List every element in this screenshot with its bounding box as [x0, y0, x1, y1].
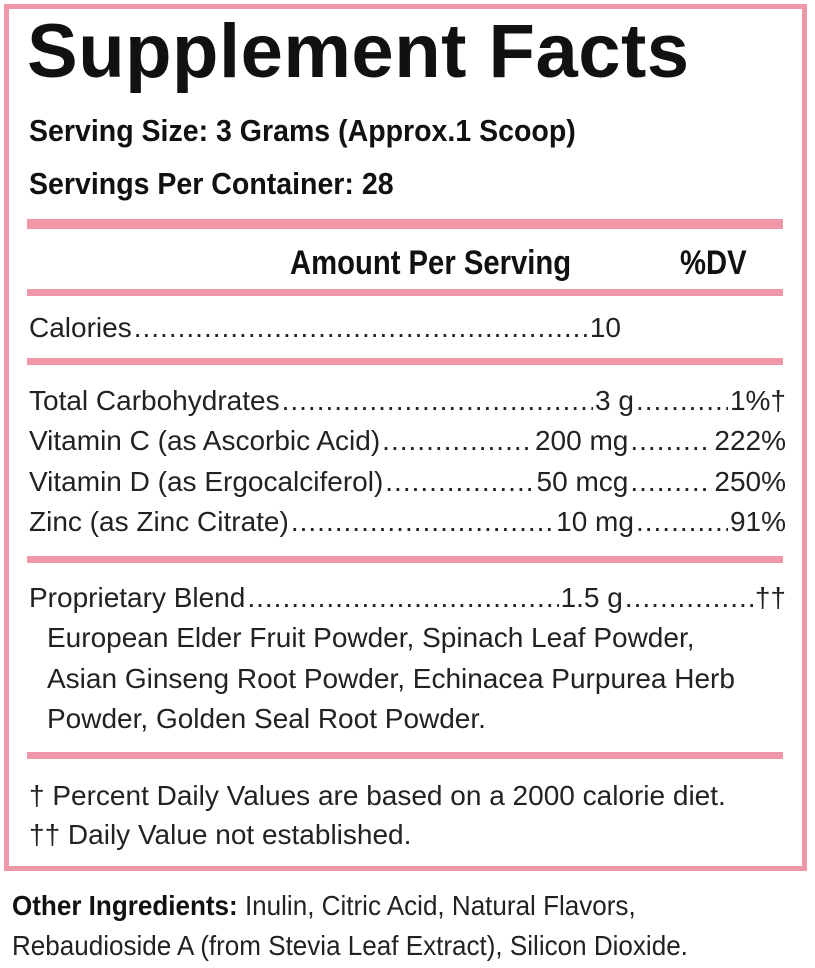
nutrient-row: [29, 385, 786, 419]
nutrient-amount: 50 mcg: [536, 466, 629, 497]
label-title: Supplement Facts: [27, 9, 690, 94]
leader-dots: [382, 425, 533, 457]
nutrient-name: Vitamin D (as Ergocalciferol): [29, 466, 384, 497]
thick-divider: [27, 219, 783, 229]
nutrient-name: Total Carbohydrates: [29, 385, 280, 416]
footnote: † Percent Daily Values are based on a 2000 calorie diet.: [29, 780, 726, 811]
other-ingredients-line: Inulin, Citric Acid, Natural Flavors,: [237, 890, 636, 921]
leader-dots: [385, 466, 534, 498]
nutrient-dv: 1%†: [729, 385, 786, 416]
nutrient-dv: 222%: [714, 425, 786, 456]
nutrient-dv: 91%: [729, 506, 786, 537]
blend-amount: 1.5 g: [560, 582, 623, 613]
nutrient-name: Calories: [29, 312, 132, 343]
leader-dots: [247, 582, 558, 614]
nutrient-amount: 10 mg: [556, 506, 634, 537]
proprietary-blend-row: [29, 582, 786, 616]
other-ingredients-line: Rebaudioside A (from Stevia Leaf Extract), Silicon Dioxide.: [12, 930, 688, 961]
leader-dots: [636, 506, 728, 538]
nutrient-amount: 10: [589, 312, 621, 343]
leader-dots: [630, 466, 712, 498]
servings-per-container: Servings Per Container: 28: [29, 166, 394, 201]
blend-ingredients-line: Asian Ginseng Root Powder, Echinacea Purpurea Herb: [47, 663, 735, 694]
other-ingredients-heading: Other Ingredients:: [12, 890, 238, 921]
nutrient-amount: 200 mg: [534, 425, 629, 456]
nutrient-name: Vitamin C (as Ascorbic Acid): [29, 425, 381, 456]
leader-dots: [636, 385, 728, 417]
divider: [27, 358, 783, 365]
amount-per-serving-header: Amount Per Serving: [290, 244, 572, 282]
nutrient-name: Zinc (as Zinc Citrate): [29, 506, 289, 537]
serving-size: Serving Size: 3 Grams (Approx.1 Scoop): [29, 113, 576, 148]
daily-value-header: %DV: [680, 244, 747, 282]
leader-dots: [134, 312, 588, 344]
blend-name: Proprietary Blend: [29, 582, 246, 613]
footnote: †† Daily Value not established.: [29, 819, 412, 850]
nutrient-row: [29, 425, 786, 459]
nutrient-dv: 250%: [714, 466, 786, 497]
blend-dv: ††: [754, 582, 786, 613]
divider: [27, 289, 783, 296]
nutrient-row: [29, 506, 786, 540]
calories-row: [29, 312, 621, 346]
blend-ingredients-line: European Elder Fruit Powder, Spinach Leaf Powder,: [47, 622, 695, 653]
other-ingredients: [12, 890, 636, 922]
leader-dots: [291, 506, 554, 538]
divider: [27, 752, 783, 759]
divider: [27, 556, 783, 563]
nutrient-amount: 3 g: [595, 385, 634, 416]
blend-ingredients-line: Powder, Golden Seal Root Powder.: [47, 703, 486, 734]
leader-dots: [630, 425, 712, 457]
nutrient-row: [29, 466, 786, 500]
leader-dots: [282, 385, 593, 417]
leader-dots: [625, 582, 753, 614]
